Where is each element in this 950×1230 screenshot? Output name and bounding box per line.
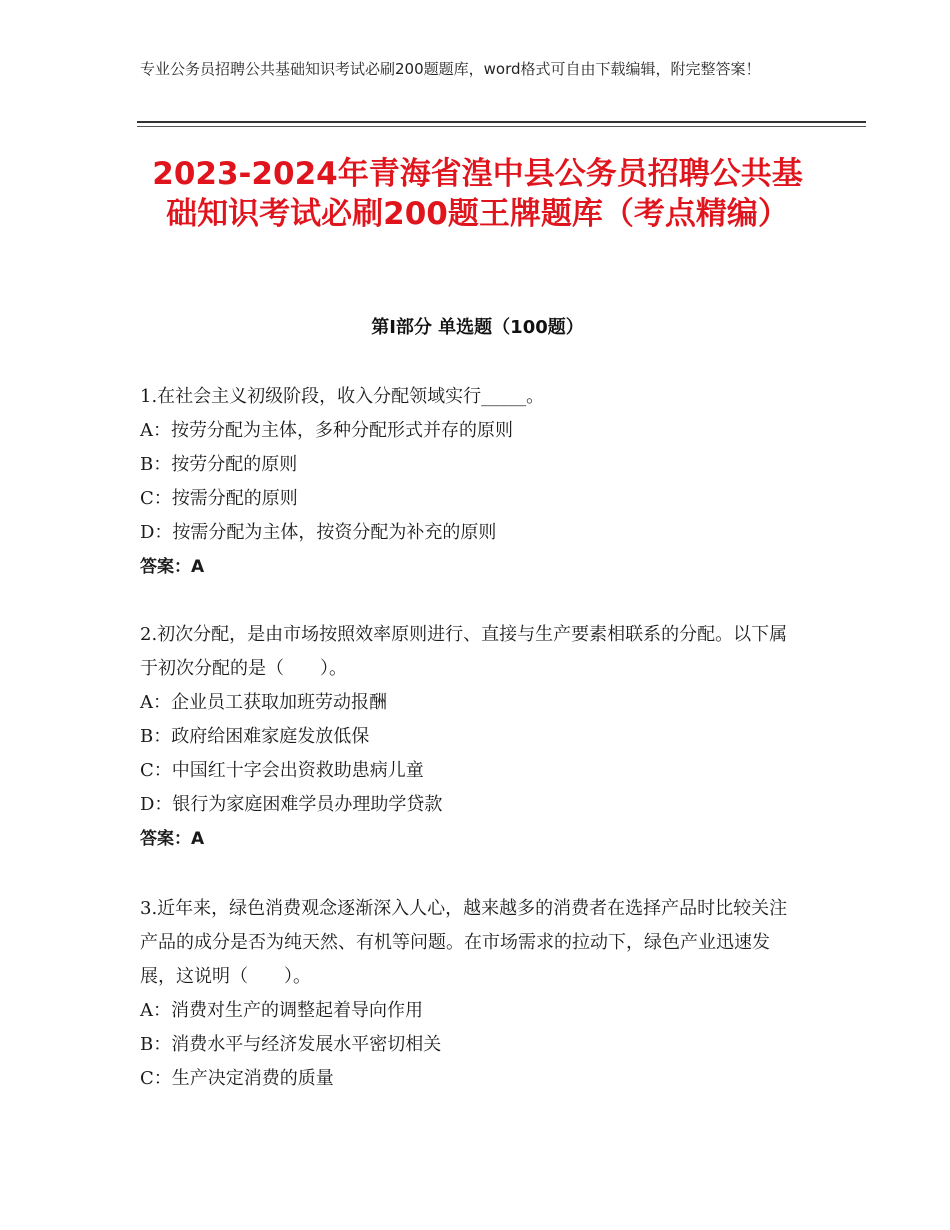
option-b: B：政府给困难家庭发放低保: [140, 726, 370, 747]
option-a: A：企业员工获取加班劳动报酬: [140, 692, 387, 713]
option-c: C：按需分配的原则: [140, 488, 298, 509]
question-3: [140, 892, 800, 1096]
option-a: A：消费对生产的调整起着导向作用: [140, 1000, 423, 1021]
header-divider-thin: [137, 126, 866, 127]
question-1: [140, 380, 800, 584]
question-2: [140, 618, 800, 856]
option-b: B：按劳分配的原则: [140, 454, 298, 475]
answer: 答案：A: [140, 829, 205, 849]
question-stem: 3.近年来，绿色消费观念逐渐深入人心，越来越多的消费者在选择产品时比较关注产品的成分是否为纯天然、有机等问题。在市场需求的拉动下，绿色产业迅速发展，这说明（ ）。: [140, 898, 788, 987]
answer: 答案：A: [140, 557, 205, 577]
section-heading: 第Ⅰ部分 单选题（100题）: [371, 317, 584, 338]
option-b: B：消费水平与经济发展水平密切相关: [140, 1034, 442, 1055]
question-stem: 1.在社会主义初级阶段，收入分配领域实行_____。: [140, 386, 545, 407]
option-c: C：中国红十字会出资救助患病儿童: [140, 760, 424, 781]
option-d: D：按需分配为主体，按资分配为补充的原则: [140, 522, 497, 543]
header-note: 专业公务员招聘公共基础知识考试必刷200题题库，word格式可自由下载编辑，附完整答案！: [140, 60, 761, 78]
question-stem: 2.初次分配，是由市场按照效率原则进行、直接与生产要素相联系的分配。以下属于初次分配的是（ ）。: [140, 624, 788, 679]
option-d: D：银行为家庭困难学员办理助学贷款: [140, 794, 443, 815]
option-c: C：生产决定消费的质量: [140, 1068, 334, 1089]
header-divider-thick: [137, 121, 866, 123]
option-a: A：按劳分配为主体，多种分配形式并存的原则: [140, 420, 513, 441]
document-title: 2023-2024年青海省湟中县公务员招聘公共基础知识考试必刷200题王牌题库（考点精编）: [152, 156, 803, 232]
